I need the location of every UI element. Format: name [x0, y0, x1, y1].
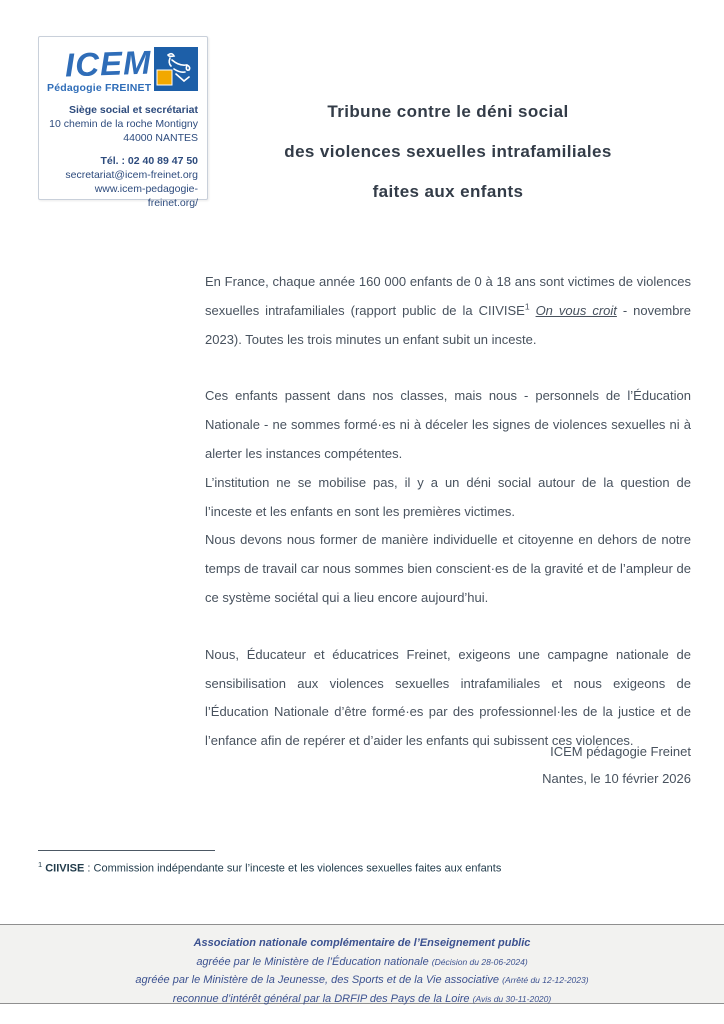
logo-wordmark-block — [47, 43, 152, 94]
footer-line-reference-note: (Décision du 28-06-2024) — [431, 956, 528, 967]
footnote-separator-rule — [38, 850, 215, 851]
title-line-2: des violences sexuelles intrafamiliales — [284, 142, 612, 161]
address-street: 10 chemin de la roche Montigny — [49, 118, 198, 130]
footer-line — [0, 934, 724, 953]
footer-line — [0, 990, 724, 1009]
body-paragraph — [205, 268, 691, 354]
text-segment: En France, chaque année 160 000 enfants de 0 à 18 ans sont victimes de violences sexuelles intrafamiliales (rapport public de la CIIVISE — [205, 274, 691, 318]
freinet-printing-press-icon — [154, 47, 198, 91]
email-address: secretariat@icem-freinet.org — [65, 169, 198, 181]
body-paragraph — [205, 469, 691, 527]
signature-org: ICEM pédagogie Freinet — [550, 744, 691, 759]
footer-line — [0, 953, 724, 972]
text-segment: - novembre 2023). Toutes les trois minutes un enfant subit un inceste. — [205, 302, 691, 347]
text-segment: Nous devons nous former de manière individuelle et citoyenne en dehors de notre temps de travail car nous sommes bien conscient·es de la gravité et de l’ampleur de ce système sociétal qui a lieu encore aujourd’hui. — [205, 532, 691, 605]
address-title: Siège social et secrétariat — [69, 104, 198, 116]
phone-number: Tél. : 02 40 89 47 50 — [100, 155, 198, 167]
text-segment: L’institution ne se mobilise pas, il y a un déni social autour de la question de l’inceste et les enfants en sont les premières victimes. — [205, 474, 691, 519]
footnote — [38, 857, 668, 877]
footer-line — [0, 971, 724, 990]
report-title-reference: On vous croit — [535, 302, 617, 318]
footer-line-main: Association nationale complémentaire de l’Enseignement public — [193, 937, 531, 949]
logo-wordmark: ICEM — [64, 43, 152, 84]
body-paragraph — [205, 382, 691, 468]
footnote-term: CIIVISE — [45, 862, 85, 875]
signature-block — [205, 738, 691, 792]
footer-line-main: agréée par le Ministère de l’Éducation nationale — [196, 955, 432, 968]
address-block — [47, 103, 198, 210]
text-segment: Ces enfants passent dans nos classes, mais nous - personnels de l’Éducation Nationale - ne sommes formé·es ni à déceler les signes de violences sexuelles ni à alerter les instances compétentes. — [205, 388, 691, 461]
signature-place-date: Nantes, le 10 février 2026 — [542, 771, 691, 786]
text-segment: 1 — [524, 301, 530, 312]
title-line-3: faites aux enfants — [372, 182, 524, 201]
logo-subtitle: Pédagogie FREINET — [47, 82, 152, 94]
logo-row — [47, 45, 198, 94]
document-title — [205, 92, 691, 212]
address-city: 44000 NANTES — [123, 132, 198, 144]
footnote-text: : Commission indépendante sur l’inceste et les violences sexuelles faites aux enfants — [84, 862, 502, 875]
footer-line-main: reconnue d’intérêt général par la DRFIP des Pays de la Loire — [172, 992, 473, 1005]
website-url: www.icem-pedagogie-freinet.org/ — [94, 183, 198, 209]
footer-line-reference-note: (Arrêté du 12-12-2023) — [502, 975, 589, 985]
footer-line-main: agréée par le Ministère de la Jeunesse, des Sports et de la Vie associative — [135, 974, 503, 986]
body-paragraph — [205, 526, 691, 612]
letterhead-card — [38, 36, 208, 209]
text-segment: Nous, Éducateur et éducatrices Freinet, exigeons une campagne nationale de sensibilisation aux violences sexuelles intrafamiliales et nous exigeons de l’Éducation Nationale d’être formé·es par des professionnel·les de la justice et de l’enfance afin de repérer et d’aider les enfants qui subissent ces violences. — [205, 646, 691, 749]
footnote-marker: 1 — [38, 860, 43, 869]
body-text — [205, 268, 691, 756]
title-line-1: Tribune contre le déni social — [327, 102, 569, 121]
footer-accreditations — [0, 924, 724, 1004]
footer-line-reference-note: (Avis du 30-11-2020) — [472, 993, 552, 1004]
